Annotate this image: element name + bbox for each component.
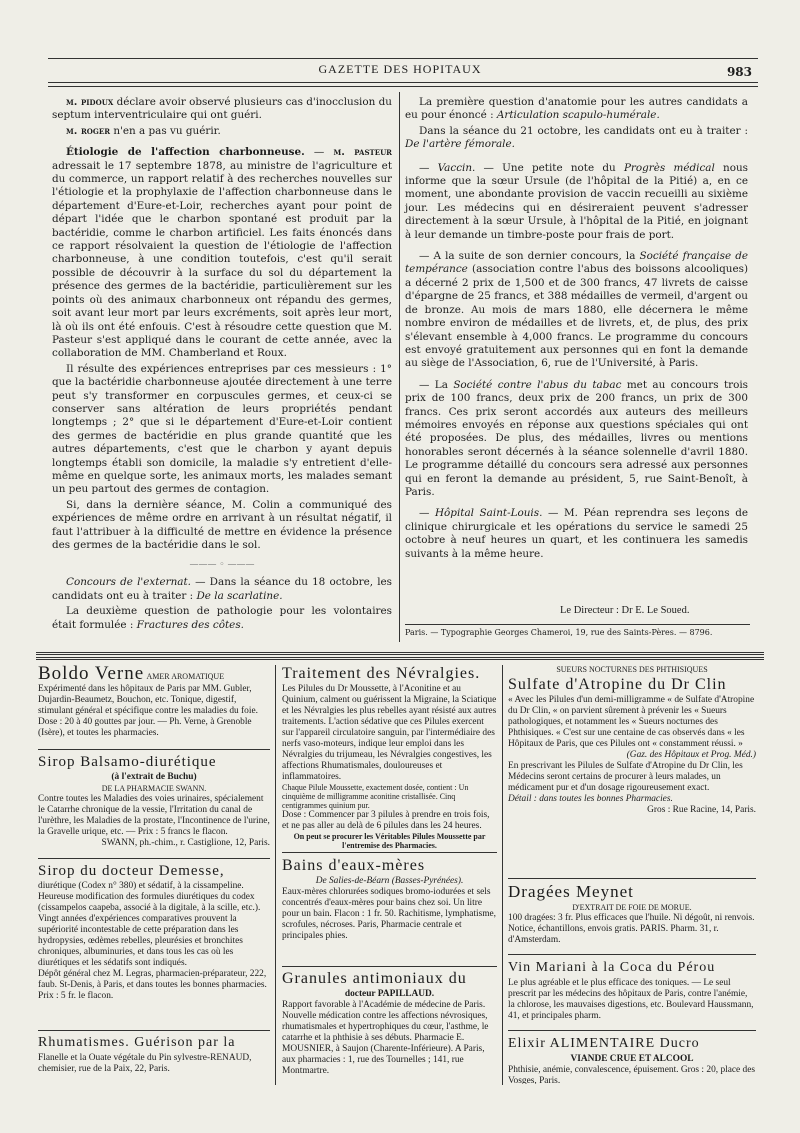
ad-address: Dépôt général chez M. Legras, pharmacien-préparateur, 222, faub. St-Denis, à Paris, et dans toutes les bonnes pharmacies. Prix : 5 fr. le flacon. bbox=[38, 969, 267, 1001]
speaker-name: m. pasteur bbox=[333, 146, 392, 159]
ad-title: Traitement des Névralgies. bbox=[282, 665, 481, 682]
paragraph-text: nous informe que la sœur Ursule (de l'hôpital de la Pitié) a, en ce moment, une abondante provision de vaccin recueilli au sixième jour. Les médecins qui en désireraient peuvent s'adresser directement à la sœur Ursule, à l'hôpital de la Pitié, en joignant à leur demande un timbre-poste pour frais de port. bbox=[405, 161, 748, 241]
journal-title: GAZETTE DES HOPITAUX bbox=[318, 62, 482, 76]
paragraph-text: Il résulte des expériences entreprises par ces messieurs : 1° que la bactéridie charbonneuse ajoutée directement à une terre peut s'y transformer en corpuscules germes, et ceux-ci se conserver sans altération de leurs propriétés pendant longtemps ; 2° que si le département d'Eure-et-Loir contient des germes de bactéridie en plus grande quantité que les autres départements, c'est que le charbon y ayant depuis longtemps établi son domicile, la maladie s'y entretient d'elle-même en quelque sorte, les animaux morts, les malades semant un peu partout des germes de contagion. bbox=[52, 362, 392, 496]
ad-text: « Avec les Pilules d'un demi-milligramme « de Sulfate d'Atropine du Dr Clin, « on parvient sûrement à prévenir les « Sueurs pathologiques, et notamment les « Sueurs nocturnes des Phthisiques. « C'est sur une centaine de cas observés dans « les Hôpitaux de Paris, que ces Pilules ont « constamment réussi. » bbox=[508, 695, 755, 749]
ad-text: Flanelle et la Ouate végétale du Pin sylvestre-RENAUD, chemisier, rue de la Paix, 22, Paris. bbox=[38, 1053, 252, 1074]
paragraph-text: (association contre l'abus des boissons alcooliques) a décerné 2 prix de 1,500 et de 300 francs, 47 livrets de caisse d'épargne de 25 francs, et 388 médailles de vermeil, d'argent ou de bronze. Au mois de mars 1880, elle décernera le même nombre environ de médailles et de livrets, et, de plus, des prix s'élevant ensemble à 4,000 francs. Le programme du concours est envoyé gratuitement aux personnes qui en font la demande au siège de l'Association, 6, rue de l'Université, à Paris. bbox=[405, 263, 748, 370]
ad-boldo-verne bbox=[38, 664, 270, 748]
ad-subtitle: AMER AROMATIQUE bbox=[146, 672, 225, 681]
ad-dragees-meynet bbox=[508, 882, 756, 950]
paragraph-text: adressait le 17 septembre 1878, au ministre de l'agriculture et du commerce, un rapport relatif à des recherches nouvelles sur l'étiologie et la prophylaxie de l'affection charbonneuse dans le département d'Eure-et-Loir, recherches ayant pour point de départ l'idée que le charbon spontané est produit par la bactéridie, comme le charbon artificiel. Les faits énoncés dans ce rapport résolvaient la question de l'étiologie de l'affection charbonneuse, à une condition toutefois, c'est qu'il serait possible de découvrir à la surface du sol du département la présence des germes de la bactéridie, particulièrement sur les points où des animaux charbonneux ont répandu des germes, soit avant leur mort par leurs excréments, soit après leur mort, là où ils ont été enfouis. C'est à résoudre cette question que M. Pasteur s'est appliqué dans le courant de cette année, avec la collaboration de MM. Chamberland et Roux. bbox=[52, 159, 392, 360]
ad-title: Elixir ALIMENTAIRE Ducro bbox=[508, 1036, 700, 1051]
ad-subtitle: SUEURS NOCTURNES DES PHTHISIQUES bbox=[556, 665, 708, 674]
paragraph-text: n'en a pas vu guérir. bbox=[110, 124, 221, 137]
exam-subject: Fractures des côtes. bbox=[136, 618, 244, 631]
speaker-name: m. roger bbox=[66, 124, 111, 137]
ad-text: Phthisie, anémie, convalescence, épuisement. Gros : 20, place des Vosges, Paris. bbox=[508, 1065, 756, 1084]
ad-title: Vin Mariani à la Coca du Pérou bbox=[508, 960, 716, 975]
page-number: 983 bbox=[726, 65, 752, 79]
column-rule bbox=[399, 92, 400, 642]
ad-subtitle: D'EXTRAIT DE FOIE DE MORUE. bbox=[572, 903, 692, 912]
header-rule bbox=[48, 82, 758, 83]
ad-title: Bains d'eaux-mères bbox=[282, 857, 426, 874]
paragraph-text: — M. Péan reprendra ses leçons de clinique chirurgicale et les opérations du service le samedi 25 octobre à neuf heures un quart, et les continuera les samedis suivants à la même heure. bbox=[405, 507, 748, 560]
paragraph-text: Si, dans la dernière séance, M. Colin a communiqué des expériences de même ordre en arrivant à un résultat négatif, il faut l'attribuer à la difficulté de mettre en évidence la présence des germes de la bactéridie dans le sol. bbox=[52, 498, 392, 551]
exam-subject: Articulation scapulo-humérale. bbox=[496, 109, 660, 122]
ad-title: Sirop Balsamo-diurétique bbox=[38, 754, 217, 770]
section-heading: Concours de l'externat. bbox=[66, 576, 191, 589]
ad-subtitle: DE LA PHARMACIE SWANN. bbox=[101, 784, 207, 793]
ad-rule bbox=[508, 1030, 756, 1031]
ad-text: Le plus agréable et le plus efficace des toniques. — Le seul prescrit par les médecins des hôpitaux de Paris, contre l'anémie, la chlorose, les mauvaises digestions, etc. Boulevard Haussmann, 41, et principales pharm. bbox=[508, 978, 754, 1021]
ad-dose: Dose : 20 à 40 gouttes par jour. — Ph. Verne, à Grenoble (Isère), et toutes les pharmacies. bbox=[38, 717, 252, 738]
paragraph-text: déclare avoir observé plusieurs cas d'inocclusion du septum interventriculaire qui ont guéri. bbox=[52, 96, 392, 122]
paragraph-text: La première question d'anatomie pour les autres candidats a eu pour énoncé : bbox=[405, 96, 748, 122]
ad-atropine-clin bbox=[508, 664, 756, 848]
paragraph-text: Dans la séance du 21 octobre, les candidats ont eu à traiter : bbox=[419, 124, 748, 137]
ad-text: Rapport favorable à l'Académie de médecine de Paris. Nouvelle médication contre les affections névrosiques, rhumatismales et hypertrophiques du cœur, l'asthme, le catarrhe et la phthisie à ses débuts. Pharmacie E. MOUSNIER, à Saujon (Charente-Inférieure). A Paris, aux pharmacies : 1, rue des Tournelles ; 141, rue Montmartre. bbox=[282, 1000, 489, 1076]
ad-text: 100 dragées: 3 fr. Plus efficaces que l'huile. Ni dégoût, ni renvois. Notice, échantillons, envois gratis. PARIS. Pharm. 31, r. d'Amsterdam. bbox=[508, 913, 755, 945]
ad-source: (Gaz. des Hôpitaux et Prog. Méd.) bbox=[626, 750, 756, 760]
ad-title: Dragées Meynet bbox=[508, 882, 634, 901]
ad-subtitle: docteur PAPILLAUD. bbox=[344, 989, 435, 999]
ad-column-rule bbox=[275, 665, 276, 1085]
ad-rule bbox=[38, 749, 270, 750]
ad-title: Sirop du docteur Demesse, bbox=[38, 863, 225, 879]
ad-text: Contre toutes les Maladies des voies urinaires, spécialement le Catarrhe chronique de la vessie, l'Irritation du canal de l'urèthre, les Maladies de la prostate, l'Incontinence de l'urine, la Gravelle urique, etc. — Prix : 5 francs le flacon. bbox=[38, 794, 270, 837]
header-rule-top bbox=[48, 58, 758, 59]
ad-text: Expérimenté dans les hôpitaux de Paris par MM. Gubler, Dujardin-Beaumetz, Bouchon, etc. Tonique, digestif, stimulant général et spécifique contre les maladies du foie. bbox=[38, 684, 258, 716]
section-heading: Étiologie de l'affection charbonneuse. bbox=[66, 146, 305, 159]
ad-subtitle: De Salies-de-Béarn (Basses-Pyrénées). bbox=[315, 876, 464, 886]
paragraph-text: — Dans la séance du 18 octobre, les candidats ont eu à traiter : bbox=[52, 576, 393, 602]
paragraph-text: — A la suite de son dernier concours, la bbox=[419, 250, 640, 263]
ad-sirop-demesse bbox=[38, 861, 270, 1027]
paragraph-text: — La bbox=[419, 378, 454, 391]
ad-rule bbox=[282, 852, 497, 853]
ad-elixir-ducro bbox=[508, 1034, 756, 1084]
exam-subject: De la scarlatine. bbox=[196, 589, 283, 602]
section-divider: ——— ◦ ——— bbox=[189, 560, 255, 571]
right-column: La première question d'anatomie pour les autres candidats a eu pour énoncé : Articulation scapulo-humérale. Dans la séance du 21 octobre, les candidats ont eu à traiter : De l'artère fémorale. — Vaccin. — Une petite note du Progrès médical nous informe que la sœur Ursule (de l'hôpital de la Pitié) a, en ce moment, une abondante provision de vaccin recueilli au sixième jour. Les médecins qui en désireraient peuvent s'adresser directement à la sœur Ursule, à l'hôpital de la Pitié, en joignant à leur demande un timbre-poste pour frais de port. — A la suite de son dernier concours, la Société française de tempérance (association contre l'abus des boissons alcooliques) a décerné 2 prix de 1,500 et de 300 francs, 47 livrets de caisse d'épargne de 25 francs, et 388 médailles de vermeil, d'argent ou de bronze. Au mois de mars 1880, elle décernera le même nombre environ de médailles et de livrets, et, de plus, des prix s'élevant ensemble à 4,000 francs. Le programme du concours est envoyé gratuitement aux personnes qui en font la demande au siège de l'Association, 6, rue de l'Université, à Paris. — La Société contre l'abus du tabac met au concours trois prix de 100 francs, deux prix de 200 francs, un prix de 300 francs. Ces prix seront accordés aux auteurs des meilleurs mémoires envoyés en réponse aux questions spéciales qui ont été proposées. De plus, des médailles, livres ou mentions honorables seront décernés à la séance solennelle d'avril 1880. Le programme détaillé du concours sera adressé aux personnes qui en feront la demande au président, 5, rue Saint-Benoît, à Paris. — Hôpital Saint-Louis. — M. Péan reprendra ses leçons de clinique chirurgicale et les opérations du service le samedi 25 octobre à neuf heures un quart, et les continuera les samedis suivants à la même heure. bbox=[405, 96, 748, 560]
section-heading: Hôpital Saint-Louis. bbox=[434, 507, 543, 520]
ad-subtitle: VIANDE CRUE ET ALCOOL bbox=[570, 1054, 694, 1064]
ad-nevralgies bbox=[282, 664, 497, 850]
ad-granules-papillaud bbox=[282, 969, 497, 1083]
section-heading: Vaccin. bbox=[437, 161, 476, 174]
ad-address: SWANN, ph.-chim., r. Castiglione, 12, Paris. bbox=[101, 838, 270, 848]
ad-footer: Détail : dans toutes les bonnes Pharmacies. bbox=[508, 794, 673, 804]
society-name: Société française de tempérance bbox=[405, 250, 748, 276]
paragraph-text: — Une petite note du bbox=[475, 161, 624, 174]
ad-text: Eaux-mères chlorurées sodiques bromo-iodurées et sels concentrés d'eaux-mères pour bains chez soi. Un litre pour un bain. Flacon : 1 fr. 50. Rachitisme, lymphatisme, scrofules, nécroses. Paris, Pharmacie centrale et principales phies. bbox=[282, 887, 497, 941]
ads-separator-2 bbox=[36, 657, 764, 660]
ad-title: Sulfate d'Atropine du Dr Clin bbox=[508, 676, 727, 693]
ad-bains-salies bbox=[282, 856, 497, 964]
ad-vin-mariani bbox=[508, 958, 756, 1026]
printer-rule bbox=[405, 624, 750, 625]
ad-rule bbox=[508, 878, 756, 879]
director-signature: Le Directeur : Dr E. Le Soued. bbox=[560, 605, 690, 616]
ad-title: Boldo Verne bbox=[38, 664, 145, 684]
ad-rhumatismes bbox=[38, 1033, 270, 1083]
exam-subject: De l'artère fémorale. bbox=[405, 138, 515, 151]
ad-footer: On peut se procurer les Véritables Pilules Moussette par l'entremise des Pharmacies. bbox=[293, 832, 486, 850]
ads-separator bbox=[36, 652, 764, 655]
ad-title: Rhumatismes. Guérison par la bbox=[38, 1035, 236, 1050]
ad-address: Gros : Rue Racine, 14, Paris. bbox=[647, 805, 756, 815]
ad-column-rule bbox=[502, 665, 503, 1085]
paragraph-text: La deuxième question de pathologie pour les volontaires était formulée : bbox=[52, 605, 392, 631]
ad-rule bbox=[38, 858, 270, 859]
ad-dose: Dose : Commencer par 3 pilules à prendre en trois fois, et ne pas aller au delà de 6 pilules dans les 24 heures. bbox=[282, 810, 490, 831]
ad-dose: Chaque Pilule Moussette, exactement dosée, contient : Un cinquième de milligramme aconitine cristallisée. Cinq centigrammes quinium pur. bbox=[282, 783, 469, 810]
society-name: Société contre l'abus du tabac bbox=[453, 378, 622, 391]
dash: — bbox=[304, 146, 334, 159]
paragraph-text: met au concours trois prix de 100 francs, deux prix de 200 francs, un prix de 300 francs. Ces prix seront accordés aux auteurs des meilleurs mémoires envoyés en réponse aux questions spéciales qui ont été proposées. De plus, des médailles, livres ou mentions honorables seront décernés à la séance solennelle d'avril 1880. Le programme détaillé du concours sera adressé aux personnes qui en feront la demande au président, 5, rue Saint-Benoît, à Paris. bbox=[405, 378, 748, 498]
ad-text: Les Pilules du Dr Moussette, à l'Aconitine et au Quinium, calment ou guérissent la Migraine, la Sciatique et les Névralgies les plus rebelles ayant résisté aux autres traitements. L'action sédative que ces Pilules exercent sur l'appareil circulatoire sanguin, par l'intermédiaire des nerfs vaso-moteurs, indique leur emploi dans les Névralgies du trijumeau, les Névralgies congestives, les affections Rhumatismales, douloureuses et inflammatoires. bbox=[282, 684, 497, 782]
printer-line: Paris. — Typographie Georges Chameroi, 19, rue des Saints-Pères. — 8796. bbox=[405, 628, 713, 637]
ad-title: Granules antimoniaux du bbox=[282, 970, 467, 987]
header-rule-2 bbox=[48, 86, 758, 87]
ad-rule bbox=[282, 966, 497, 967]
ad-subtitle: (à l'extrait de Buchu) bbox=[111, 772, 197, 782]
journal-name: Progrès médical bbox=[623, 161, 715, 174]
ad-rule bbox=[508, 954, 756, 955]
ad-sirop-swann bbox=[38, 752, 270, 856]
left-column bbox=[52, 96, 392, 634]
ad-rule bbox=[38, 1030, 270, 1031]
ad-text: En prescrivant les Pilules de Sulfate d'Atropine du Dr Clin, les Médecins seront certains de procurer à leurs malades, un médicament pur et d'un dosage rigoureusement exact. bbox=[508, 761, 743, 793]
speaker-name: m. pidoux bbox=[66, 96, 114, 108]
ad-text: diurétique (Codex n° 380) et sédatif, à la cissampeline. Heureuse modification des formules diurétiques du codex (cissampelos caapeba, associé à la digitale, à la scille, etc.). Vingt années d'expériences comparatives prouvent la supériorité incontestable de cette préparation dans les hydropysies, œdèmes rebelles, pleurésies et bronchites chroniques, albuminuries, et dans tous les cas où les diurétiques et les sédatifs sont indiqués. bbox=[38, 881, 261, 968]
